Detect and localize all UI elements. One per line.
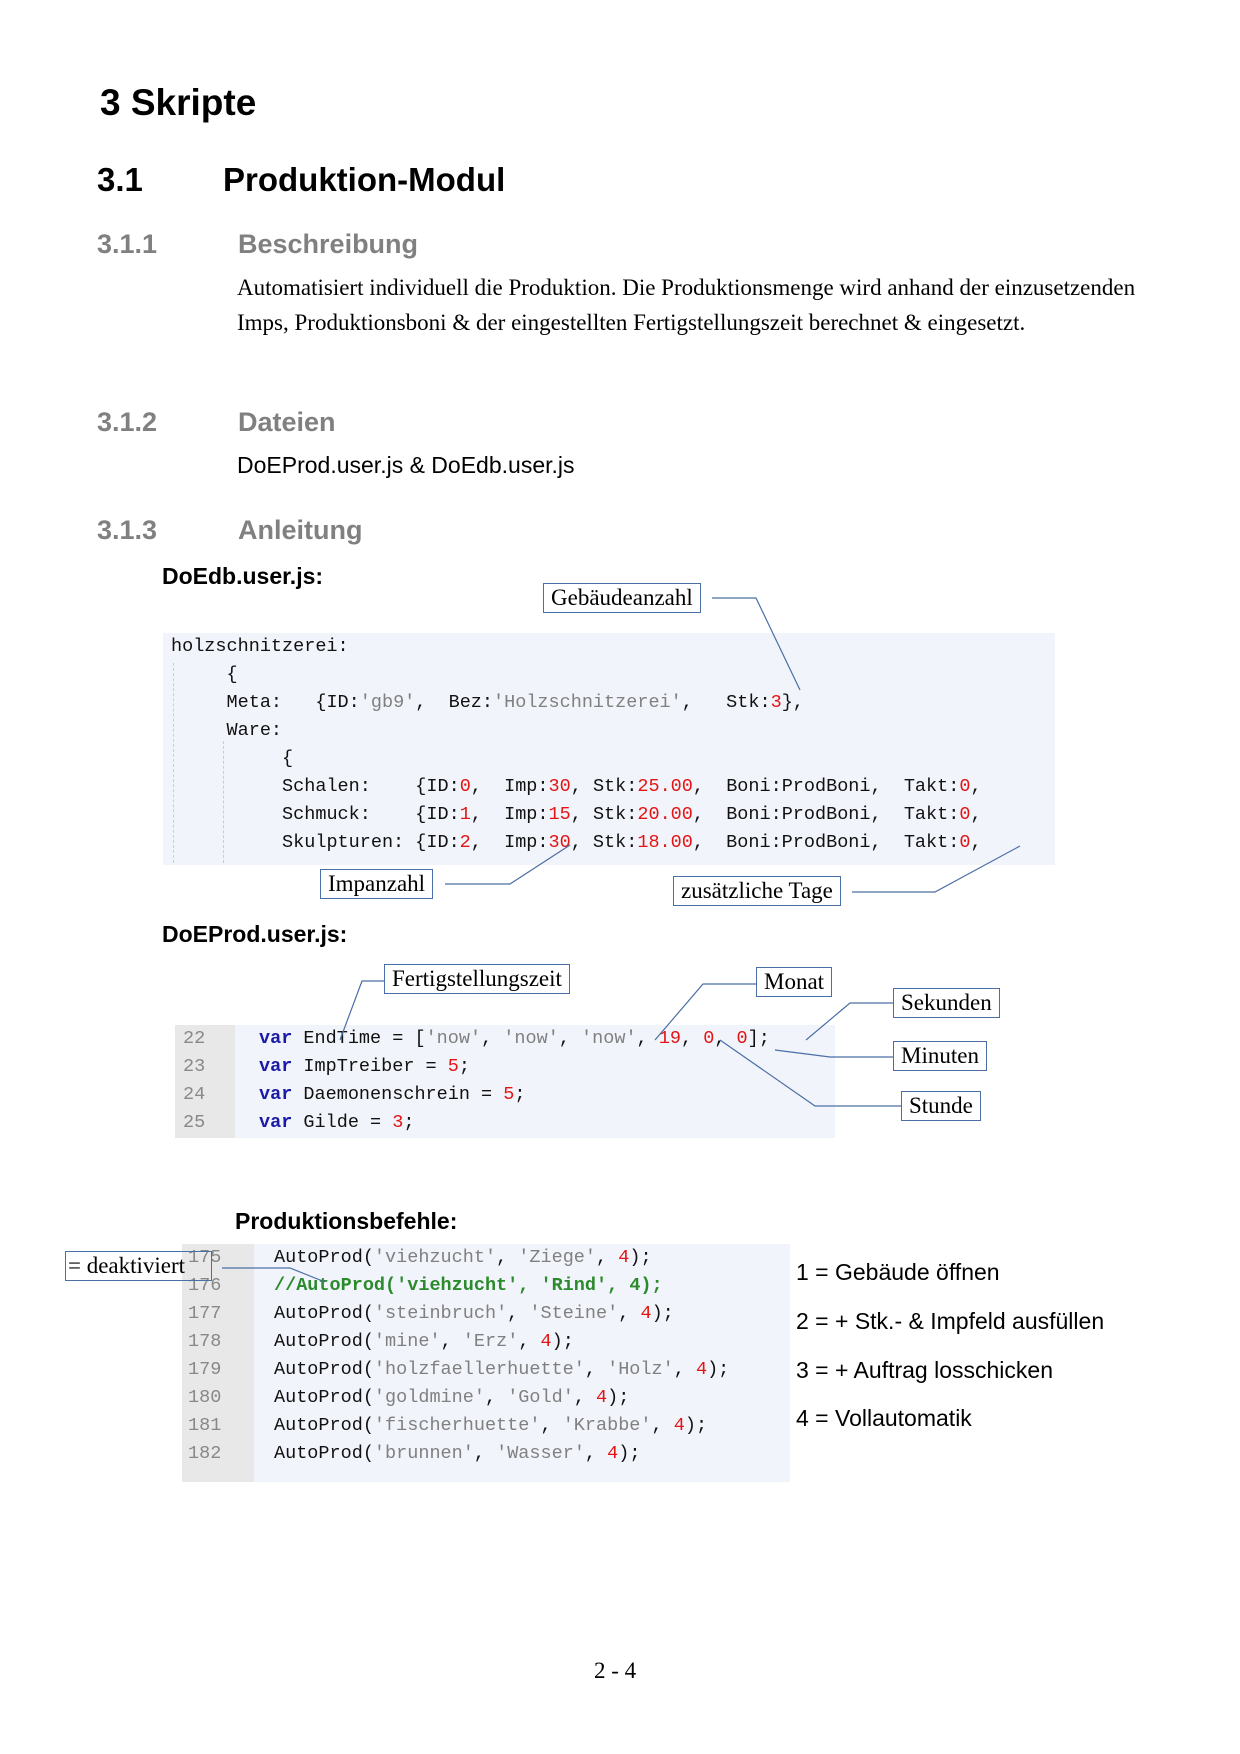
chapter-heading: 3 Skripte — [100, 82, 257, 123]
callout-deaktiviert: = deaktiviert — [65, 1251, 212, 1281]
subsection-number: 3.1.2 — [97, 407, 158, 437]
callout-stunde: Stunde — [901, 1091, 981, 1121]
callout-monat: Monat — [756, 967, 832, 997]
subsection-number: 3.1.3 — [97, 515, 158, 545]
code-lines: AutoProd('viehzucht', 'Ziege', 4); //AutoProd('viehzucht', 'Rind', 4); AutoProd('steinbruch', 'Steine', 4); AutoProd('mine', 'Erz', 4); AutoProd('holzfaellerhuette', 'Holz', 4); AutoProd('goldmine', 'Gold', 4); AutoProd('fischerhuette', 'Krabbe', 4); AutoProd('brunnen', 'Wasser', 4); — [274, 1247, 730, 1464]
subsection-number: 3.1.1 — [97, 229, 158, 259]
callout-gebaeudeanzahl: Gebäudeanzahl — [543, 583, 701, 613]
files-text: DoEProd.user.js & DoEdb.user.js — [237, 452, 575, 478]
line-numbers: 175 176 177 178 179 180 181 182 — [188, 1247, 222, 1464]
code-lines: holzschnitzerei: { Meta: {ID:'gb9', Bez:'Holzschnitzerei', Stk:3}, Ware: { Schalen: {ID:0, Imp:30, Stk:25.00, Boni:ProdBoni, Takt:0, Schmuck: {ID:1, Imp:15, Stk:20.00, Boni:ProdBoni, Takt:0, Skulpturen: {ID:2, Imp:30, Stk:18.00, Boni:ProdBoni, Takt:0, — [171, 636, 982, 853]
callout-sekunden: Sekunden — [893, 988, 1000, 1018]
code-lines: var EndTime = ['now', 'now', 'now', 19, 0, 0]; var ImpTreiber = 5; var Daemonenschrein = 5; var Gilde = 3; — [259, 1028, 770, 1133]
callout-zusaetzliche-tage: zusätzliche Tage — [673, 876, 841, 906]
section-number: 3.1 — [97, 161, 143, 198]
doedb-label: DoEdb.user.js: — [162, 563, 324, 589]
description-paragraph: Automatisiert individuell die Produktion. Die Produktionsmenge wird anhand der einzusetzenden Imps, Produktionsboni & der eingestellten Fertigstellungszeit berechnet & eingesetzt. — [237, 275, 1136, 335]
page-number: 2 - 4 — [594, 1658, 637, 1683]
subsection-title: Beschreibung — [238, 229, 419, 259]
section-title: Produktion-Modul — [223, 161, 506, 198]
legend-item: 4 = Vollautomatik — [796, 1405, 972, 1431]
line-gutter: 22 23 24 25 — [175, 1025, 235, 1138]
doeprod-label: DoEProd.user.js: — [162, 921, 348, 947]
subsection-title: Dateien — [238, 407, 336, 437]
subsection-title: Anleitung — [238, 515, 363, 545]
befehle-label: Produktionsbefehle: — [235, 1208, 458, 1234]
legend-item: 3 = + Auftrag losschicken — [796, 1357, 1053, 1383]
callout-minuten: Minuten — [893, 1041, 987, 1071]
legend-item: 2 = + Stk.- & Impfeld ausfüllen — [796, 1308, 1105, 1334]
legend-item: 1 = Gebäude öffnen — [796, 1259, 1000, 1285]
callout-impanzahl: Impanzahl — [320, 869, 433, 899]
callout-fertigstellungszeit: Fertigstellungszeit — [384, 964, 570, 994]
